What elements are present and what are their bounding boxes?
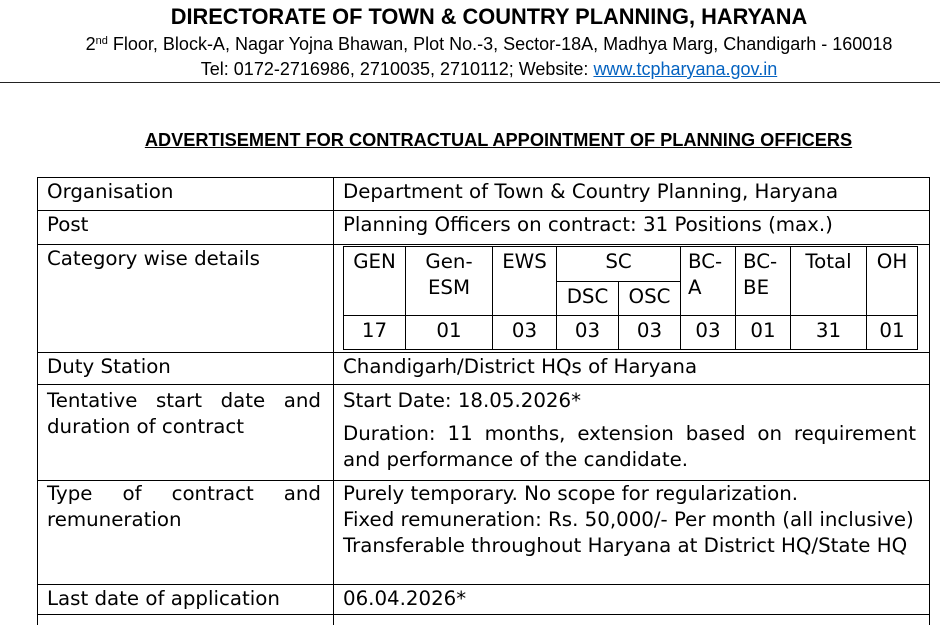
last-date-value: 06.04.2026* bbox=[343, 587, 467, 610]
category-value-gen: 17 bbox=[344, 316, 406, 350]
category-header-bc-a: BC-A bbox=[681, 247, 736, 316]
duty-station-value: Chandigarh/District HQs of Haryana bbox=[343, 355, 698, 378]
category-header-ews: EWS bbox=[493, 247, 557, 316]
category-label: Category wise details bbox=[38, 245, 334, 352]
category-header-osc: OSC bbox=[619, 282, 681, 316]
category-table bbox=[343, 246, 918, 350]
row-organisation bbox=[38, 178, 929, 210]
category-header-bc-be: BC-BE bbox=[736, 247, 791, 316]
category-header-dsc: DSC bbox=[557, 282, 619, 316]
category-header-total: Total bbox=[791, 247, 867, 316]
category-value-bc-be: 01 bbox=[736, 316, 791, 350]
duration-text: Duration: 11 months, extension based on requirement and performance of the candidate. bbox=[343, 422, 916, 471]
directorate-title: DIRECTORATE OF TOWN & COUNTRY PLANNING, HARYANA bbox=[170, 4, 808, 29]
start-date-text: Start Date: 18.05.2026* bbox=[343, 389, 581, 412]
advertisement-title: ADVERTISEMENT FOR CONTRACTUAL APPOINTMENT OF PLANNING OFFICERS bbox=[144, 130, 853, 150]
header-divider bbox=[0, 82, 940, 83]
address-floor-suffix: nd bbox=[95, 35, 108, 47]
contract-type-label: Type of contract and remuneration bbox=[38, 481, 334, 584]
category-value-ews: 03 bbox=[493, 316, 557, 350]
category-header-row bbox=[344, 247, 918, 282]
contract-temporary-text: Purely temporary. No scope for regularization. bbox=[343, 482, 799, 505]
category-header-sc: SC bbox=[557, 247, 681, 282]
contact-line bbox=[38, 58, 940, 80]
website-link[interactable]: www.tcpharyana.gov.in bbox=[593, 59, 778, 79]
row-contract-type bbox=[38, 480, 929, 584]
address-floor-number: 2 bbox=[85, 34, 96, 54]
row-category bbox=[38, 244, 929, 352]
tenure-cell bbox=[334, 385, 929, 480]
contract-type-cell bbox=[334, 481, 929, 584]
row-last-date bbox=[38, 584, 929, 614]
row-tenure bbox=[38, 384, 929, 480]
duty-station-label: Duty Station bbox=[38, 353, 334, 384]
partial-row-label bbox=[38, 615, 334, 625]
category-value-gen-esm: 01 bbox=[406, 316, 493, 350]
details-table bbox=[37, 177, 930, 625]
category-value-osc: 03 bbox=[619, 316, 681, 350]
partial-row-value bbox=[334, 615, 929, 625]
post-label: Post bbox=[38, 211, 334, 244]
transfer-text: Transferable throughout Haryana at District HQ/State HQ bbox=[343, 534, 908, 557]
tenure-label: Tentative start date and duration of contract bbox=[38, 385, 334, 480]
contact-text: Tel: 0172-2716986, 2710035, 2710112; Website: bbox=[200, 59, 594, 79]
organisation-label: Organisation bbox=[38, 178, 334, 210]
last-date-label: Last date of application bbox=[38, 585, 334, 614]
row-duty-station bbox=[38, 352, 929, 384]
row-post bbox=[38, 210, 929, 244]
remuneration-text: Fixed remuneration: Rs. 50,000/- Per month (all inclusive) bbox=[343, 508, 914, 531]
row-partial bbox=[38, 614, 929, 625]
category-value-bc-a: 03 bbox=[681, 316, 736, 350]
category-header-gen: GEN bbox=[344, 247, 406, 316]
category-value-oh: 01 bbox=[867, 316, 918, 350]
address-line bbox=[38, 33, 940, 55]
category-value-total: 31 bbox=[791, 316, 867, 350]
post-value: Planning Officers on contract: 31 Positions (max.) bbox=[343, 213, 833, 236]
category-cell bbox=[334, 245, 929, 352]
category-header-gen-esm: Gen-ESM bbox=[406, 247, 493, 316]
category-values-row bbox=[344, 316, 918, 350]
category-value-dsc: 03 bbox=[557, 316, 619, 350]
organisation-value: Department of Town & Country Planning, Haryana bbox=[343, 180, 839, 203]
address-rest: Floor, Block-A, Nagar Yojna Bhawan, Plot No.-3, Sector-18A, Madhya Marg, Chandigarh - 160018 bbox=[107, 34, 893, 54]
category-header-oh: OH bbox=[867, 247, 918, 316]
